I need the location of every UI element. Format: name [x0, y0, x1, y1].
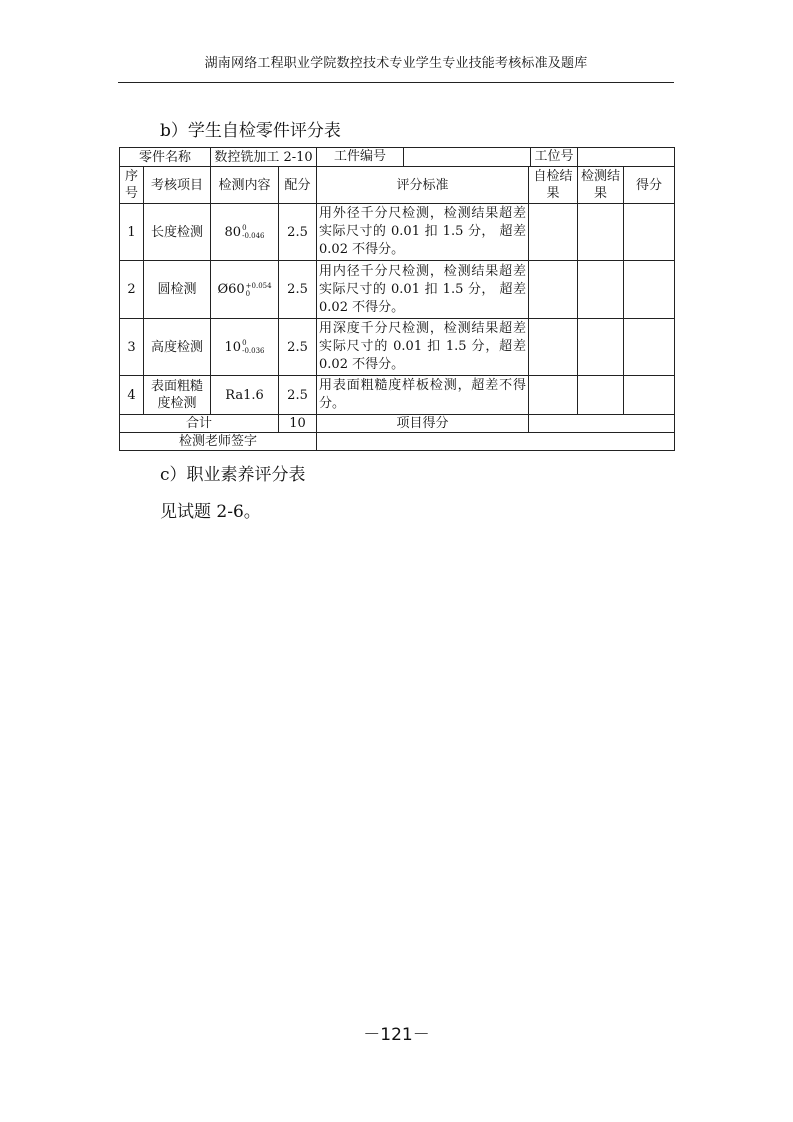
part-name-value: 数控铣加工 2-10 — [211, 148, 317, 167]
row-criteria: 用外径千分尺检测，检测结果超差实际尺寸的 0.01 扣 1.5 分， 超差 0.02 不得分。 — [317, 204, 529, 261]
item-score-label: 项目得分 — [317, 415, 529, 433]
row-points: 2.5 — [279, 319, 317, 376]
table-row — [120, 319, 675, 376]
row-score — [624, 204, 675, 261]
dimension-base: Ø60 — [217, 282, 245, 297]
reference-text: 见试题 2-6。 — [160, 502, 261, 522]
running-header: 湖南网络工程职业学院数控技术专业学生专业技能考核标准及题库 — [204, 56, 588, 71]
item-score-value — [529, 415, 675, 433]
row-points: 2.5 — [279, 204, 317, 261]
total-label: 合计 — [120, 415, 279, 433]
part-name-label: 零件名称 — [120, 148, 211, 167]
row-item: 表面粗糙度检测 — [144, 376, 211, 415]
row-criteria: 用内径千分尺检测，检测结果超差实际尺寸的 0.01 扣 1.5 分， 超差 0.02 不得分。 — [317, 261, 529, 319]
row-score — [624, 319, 675, 376]
dimension-base: 10 — [224, 339, 242, 355]
row-result — [578, 261, 624, 319]
row-item: 圆检测 — [144, 261, 211, 319]
row-seq: 4 — [120, 376, 144, 415]
tolerance-upper: +0.054 — [245, 281, 272, 290]
workpiece-no-label: 工件编号 — [317, 148, 404, 166]
row-points: 2.5 — [279, 261, 317, 319]
signature-label: 检测老师签字 — [120, 433, 317, 451]
row-self-check — [529, 204, 578, 261]
tolerance-upper: 0 — [242, 224, 247, 232]
table-row — [120, 261, 675, 319]
workpiece-station-cell — [317, 148, 578, 167]
tolerance-lower: -0.046 — [242, 232, 265, 240]
col-header-item: 考核项目 — [144, 167, 211, 204]
col-header-seq: 序号 — [120, 167, 144, 204]
row-points: 2.5 — [279, 376, 317, 415]
col-header-points: 配分 — [279, 167, 317, 204]
row-self-check — [529, 261, 578, 319]
section-b-title: b）学生自检零件评分表 — [160, 121, 341, 141]
row-content — [211, 261, 279, 319]
tolerance-upper: 0 — [242, 339, 247, 347]
row-item: 长度检测 — [144, 204, 211, 261]
tolerance — [246, 282, 272, 298]
tolerance-lower: -0.036 — [242, 347, 265, 355]
header-rule — [118, 82, 674, 83]
tolerance-lower: 0 — [245, 289, 251, 298]
table-row — [120, 376, 675, 415]
row-score — [624, 376, 675, 415]
row-self-check — [529, 319, 578, 376]
row-self-check — [529, 376, 578, 415]
col-header-result: 检测结果 — [578, 167, 624, 204]
row-content — [211, 204, 279, 261]
col-header-self-check: 自检结果 — [529, 167, 578, 204]
signature-value — [317, 433, 675, 451]
row-seq: 3 — [120, 319, 144, 376]
total-points: 10 — [279, 415, 317, 433]
col-header-content: 检测内容 — [211, 167, 279, 204]
col-header-score: 得分 — [624, 167, 675, 204]
dimension-base: 80 — [224, 224, 242, 240]
col-header-criteria: 评分标准 — [317, 167, 529, 204]
row-seq: 2 — [120, 261, 144, 319]
row-result — [578, 376, 624, 415]
row-content: Ra1.6 — [211, 376, 279, 415]
row-seq: 1 — [120, 204, 144, 261]
tolerance — [242, 339, 264, 355]
row-score — [624, 261, 675, 319]
row-result — [578, 204, 624, 261]
table-row — [120, 204, 675, 261]
row-criteria: 用深度千分尺检测，检测结果超差实际尺寸的 0.01 扣 1.5 分，超差 0.02 不得分。 — [317, 319, 529, 376]
row-item: 高度检测 — [144, 319, 211, 376]
page-number: －121－ — [363, 1025, 430, 1045]
row-content — [211, 319, 279, 376]
workpiece-no-value — [404, 148, 531, 166]
station-label: 工位号 — [534, 149, 574, 164]
self-check-score-table — [119, 147, 675, 451]
tolerance — [242, 224, 264, 240]
row-criteria: 用表面粗糙度样板检测，超差不得分。 — [317, 376, 529, 415]
station-value — [578, 148, 675, 167]
row-result — [578, 319, 624, 376]
section-c-title: c）职业素养评分表 — [160, 465, 306, 485]
